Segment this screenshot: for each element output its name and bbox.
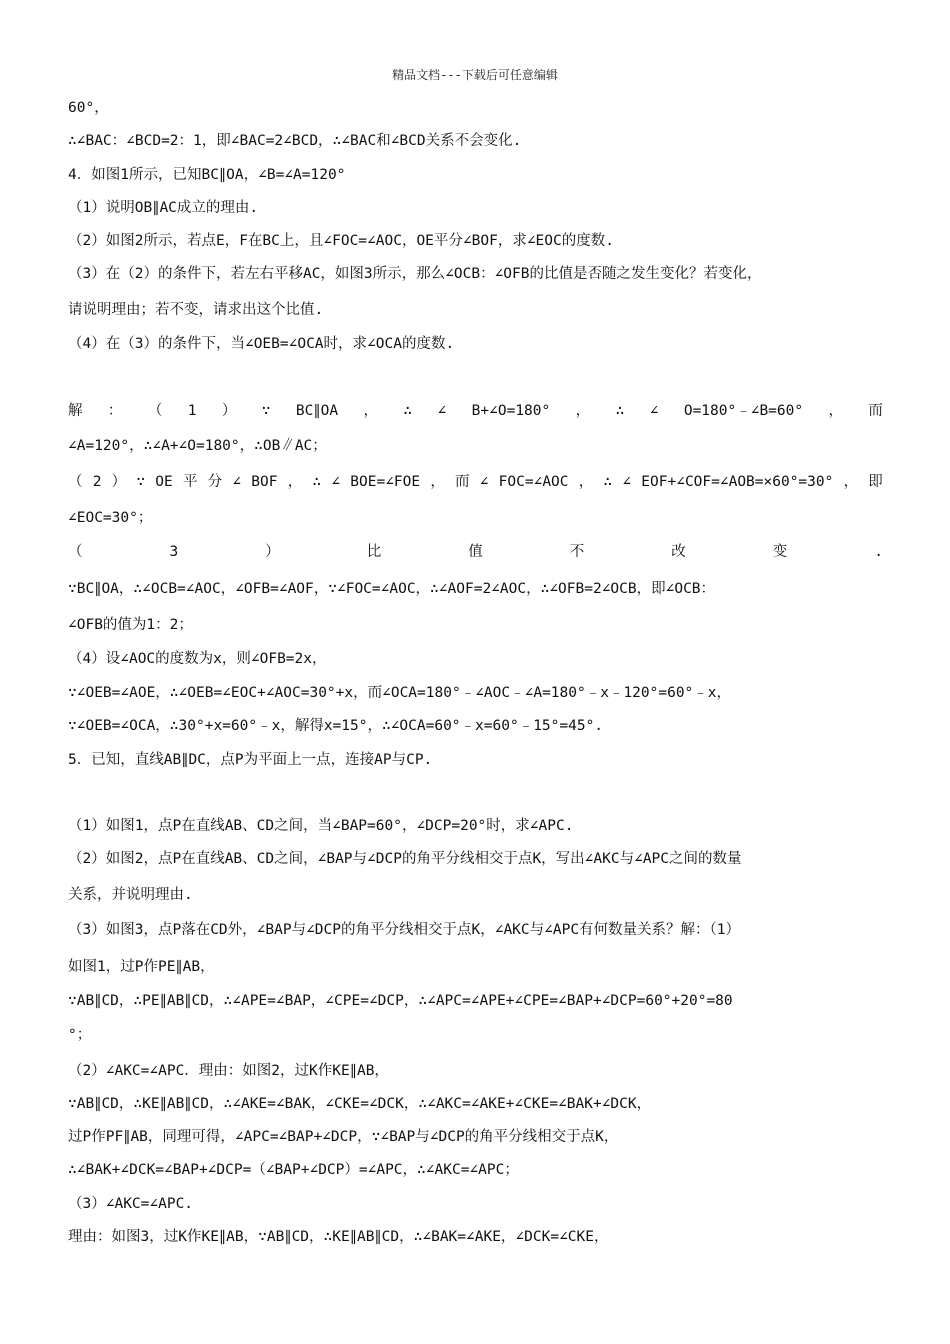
problem-5-title: 5．已知，直线AB∥DC，点P为平面上一点，连接AP与CP. (68, 752, 433, 768)
text-line: 60°， (68, 100, 109, 116)
text-line: °； (68, 1027, 92, 1043)
problem-4-title: 4．如图1所示，已知BC∥OA，∠B=∠A=120° (68, 167, 346, 183)
text-line: ∠OFB的值为1：2； (68, 617, 193, 633)
text-line: 理由：如图3，过K作KE∥AB，∵AB∥CD，∴KE∥AB∥CD，∴∠BAK=∠AKE，∠DCK=∠CKE， (68, 1229, 609, 1245)
solution-line-3: （ 3 ） 比 值 不 改 变 . (68, 544, 883, 560)
text-line: （3）∠AKC=∠APC. (68, 1196, 194, 1212)
problem-5-part-2-cont: 关系，并说明理由. (68, 887, 193, 903)
text-line: ∴∠BAC：∠BCD=2：1，即∠BAC=2∠BCD，∴∠BAC和∠BCD关系不会变化. (68, 133, 522, 149)
text-line: 过P作PF∥AB，同理可得，∠APC=∠BAP+∠DCP，∵∠BAP与∠DCP的角平分线相交于点K， (68, 1129, 619, 1145)
solution-line-1: 解 ： （ 1 ） ∵ BC∥OA ， ∴ ∠ B+∠O=180° ， ∴ ∠ O=180°﹣∠B=60° ， 而 (68, 403, 883, 419)
text-line: ∠EOC=30°； (68, 510, 153, 526)
problem-5-part-3: （3）如图3，点P落在CD外，∠BAP与∠DCP的角平分线相交于点K，∠AKC与∠APC有何数量关系？解：（1） (68, 922, 741, 938)
text-line: （2）∠AKC=∠APC．理由：如图2，过K作KE∥AB， (68, 1063, 389, 1079)
problem-5-part-1: （1）如图1，点P在直线AB、CD之间，当∠BAP=60°，∠DCP=20°时，求∠APC. (68, 818, 574, 834)
text-line: 如图1，过P作PE∥AB， (68, 959, 215, 975)
text-line: ∵∠OEB=∠AOE，∴∠OEB=∠EOC+∠AOC=30°+x，而∠OCA=180°﹣∠AOC﹣∠A=180°﹣x﹣120°=60°﹣x， (68, 685, 732, 701)
text-line: ∵AB∥CD，∴PE∥AB∥CD，∴∠APE=∠BAP，∠CPE=∠DCP，∴∠APC=∠APE+∠CPE=∠BAP+∠DCP=60°+20°=80 (68, 993, 733, 1009)
text-line: ∠A=120°，∴∠A+∠O=180°，∴OB∥AC； (68, 438, 327, 454)
page-header: 精品文档---下载后可任意编辑 (392, 68, 558, 82)
text-line: （4）设∠AOC的度数为x，则∠OFB=2x， (68, 651, 327, 667)
solution-line-2: （ 2 ） ∵ OE 平 分 ∠ BOF ， ∴ ∠ BOE=∠FOE ， 而 ∠ FOC=∠AOC ， ∴ ∠ EOF+∠COF=∠AOB=×60°=30° ， 即 (68, 474, 883, 490)
text-line: ∵AB∥CD，∴KE∥AB∥CD，∴∠AKE=∠BAK，∠CKE=∠DCK，∴∠AKC=∠AKE+∠CKE=∠BAK+∠DCK， (68, 1096, 652, 1112)
problem-4-part-3: （3）在（2）的条件下，若左右平移AC，如图3所示，那么∠OCB：∠OFB的比值是否随之发生变化？若变化， (68, 266, 762, 282)
text-line: ∵∠OEB=∠OCA，∴30°+x=60°﹣x，解得x=15°，∴∠OCA=60°﹣x=60°﹣15°=45°. (68, 718, 604, 734)
problem-4-part-4: （4）在（3）的条件下，当∠OEB=∠OCA时，求∠OCA的度数. (68, 336, 455, 352)
problem-4-part-3-cont: 请说明理由；若不变，请求出这个比值. (68, 302, 324, 318)
problem-4-part-1: （1）说明OB∥AC成立的理由. (68, 200, 259, 216)
problem-4-part-2: （2）如图2所示，若点E，F在BC上，且∠FOC=∠AOC，OE平分∠BOF，求∠EOC的度数. (68, 233, 614, 249)
problem-5-part-2: （2）如图2，点P在直线AB、CD之间，∠BAP与∠DCP的角平分线相交于点K，写出∠AKC与∠APC之间的数量 (68, 851, 742, 867)
text-line: ∵BC∥OA，∴∠OCB=∠AOC，∠OFB=∠AOF，∵∠FOC=∠AOC，∴∠AOF=2∠AOC，∴∠OFB=2∠OCB，即∠OCB： (68, 581, 716, 597)
text-line: ∴∠BAK+∠DCK=∠BAP+∠DCP=（∠BAP+∠DCP）=∠APC，∴∠AKC=∠APC； (68, 1162, 519, 1178)
